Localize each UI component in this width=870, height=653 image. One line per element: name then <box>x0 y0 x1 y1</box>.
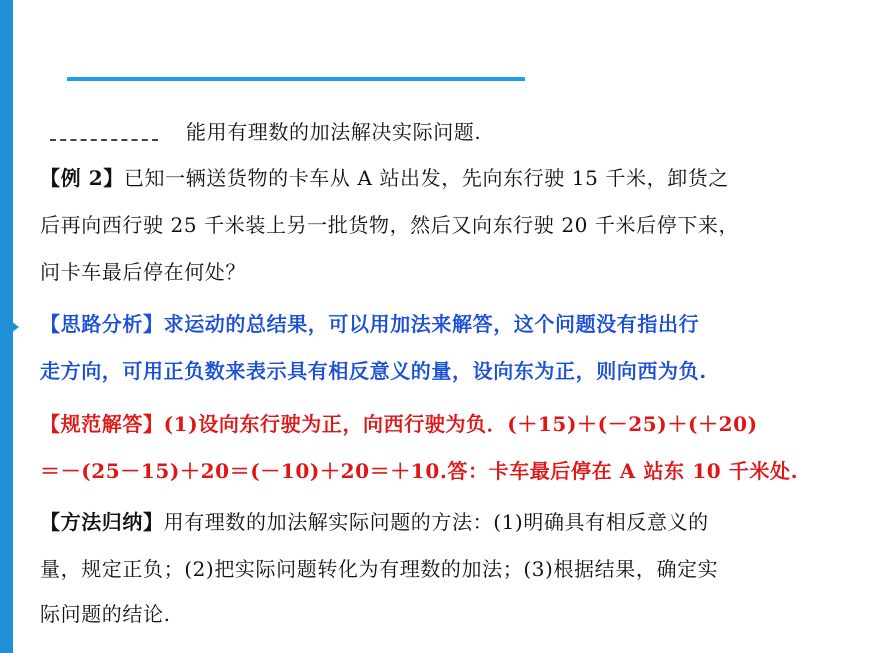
example-text-1: 已知一辆送货物的卡车从 A 站出发，先向东行驶 15 千米，卸货之 <box>123 166 730 190</box>
method-tag: 【方法归纳】 <box>40 510 164 534</box>
dashed-marker <box>50 129 158 141</box>
example-line-2: 后再向西行驶 25 千米装上另一批货物，然后又向东行驶 20 千米后停下来， <box>40 213 740 237</box>
example-line-3: 问卡车最后停在何处？ <box>40 260 246 284</box>
analysis-text-1: 求运动的总结果，可以用加法来解答，这个问题没有指出行 <box>163 312 700 336</box>
method-line-3: 际问题的结论. <box>40 602 171 626</box>
title-rule <box>67 77 525 81</box>
intro-text: 能用有理数的加法解决实际问题. <box>186 120 482 144</box>
solution-text-1: (1)设向东行驶为正，向西行驶为负．(＋15)＋(－25)＋(＋20) <box>163 412 758 436</box>
example-line-1 <box>40 164 729 192</box>
analysis-line-2: 走方向，可用正负数来表示具有相反意义的量，设向东为正，则向西为负. <box>40 359 707 383</box>
analysis-line-1 <box>40 310 699 338</box>
example-tag: 【例 2】 <box>40 166 124 190</box>
solution-line-1 <box>40 410 758 438</box>
method-line-2: 量，规定正负；(2)把实际问题转化为有理数的加法；(3)根据结果，确定实 <box>40 557 719 581</box>
left-arrow-notch <box>7 318 19 336</box>
method-text-1: 用有理数的加法解实际问题的方法：(1)明确具有相反意义的 <box>163 510 709 534</box>
solution-tag: 【规范解答】 <box>40 412 164 436</box>
analysis-tag: 【思路分析】 <box>40 312 164 336</box>
method-line-1 <box>40 508 709 536</box>
solution-line-2: ＝－(25－15)＋20＝(－10)＋20＝＋10.答：卡车最后停在 A 站东 10 千米处. <box>40 459 799 483</box>
